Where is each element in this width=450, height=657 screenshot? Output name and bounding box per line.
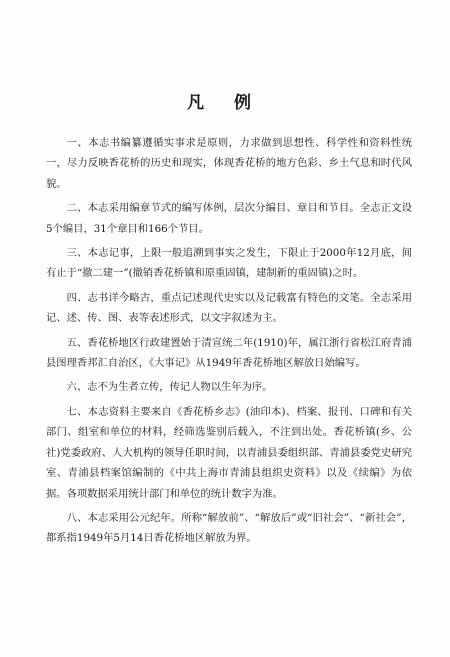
paragraph-8: 八、本志采用公元纪年。所称“解放前”、“解放后”或“旧社会”、“新社会”，都系指1949年5月14日香花桥地区解放为界。: [46, 511, 412, 545]
paragraph-4: 四、志书详今略古，重点记述现代史实以及记载富有特色的文笔。全志采用记、述、传、图、表等表述形式，以文字叙述为主。: [46, 291, 412, 325]
paragraph-6: 六、志不为生者立传，传记人物以生年为序。: [66, 381, 273, 394]
page-title: 凡 例: [187, 93, 263, 113]
paragraph-2: 二、本志采用编章节式的编写体例，层次分编目、章目和节目。全志正文设5个编目，31个章目和166个节目。: [46, 202, 412, 235]
document-body: [46, 133, 412, 553]
paragraph-5: 五、香花桥地区行政建置始于清宣统二年(1910)年，属江浙行省松江府青浦县图理香邦汇自治区，《大事记》从1949年香花桥地区解放日始编写。: [46, 336, 412, 370]
paragraph-3: 三、本志记事，上限一般追溯到事实之发生，下限止于2000年12月底，间有止于“撤二建一”(撤销香花桥镇和原重固镇，建制新的重固镇)之时。: [46, 247, 412, 280]
paragraph-1: 一、本志书编纂遵循实事求是原则，力求做到思想性、科学性和资料性统一，尽力反映香花桥的历史和现实，体现香花桥的地方色彩、乡土气息和时代风貌。: [46, 137, 412, 190]
paragraph-7: 七、本志资料主要来自《香花桥乡志》(油印本)、档案、报刊、口碑和有关部门、组室和单位的材料，经筛选鉴别后载入，不注到出处。香花桥镇(乡、公社)党委政府、人大机构的领导任职时间，以青浦县委组织部、青浦县委党史研究室、青浦县档案馆编制的《中共上海市青浦县组织史资料》以及《续编》为依据。各项数据采用统计部门和单位的统计数字为准。: [46, 405, 412, 500]
